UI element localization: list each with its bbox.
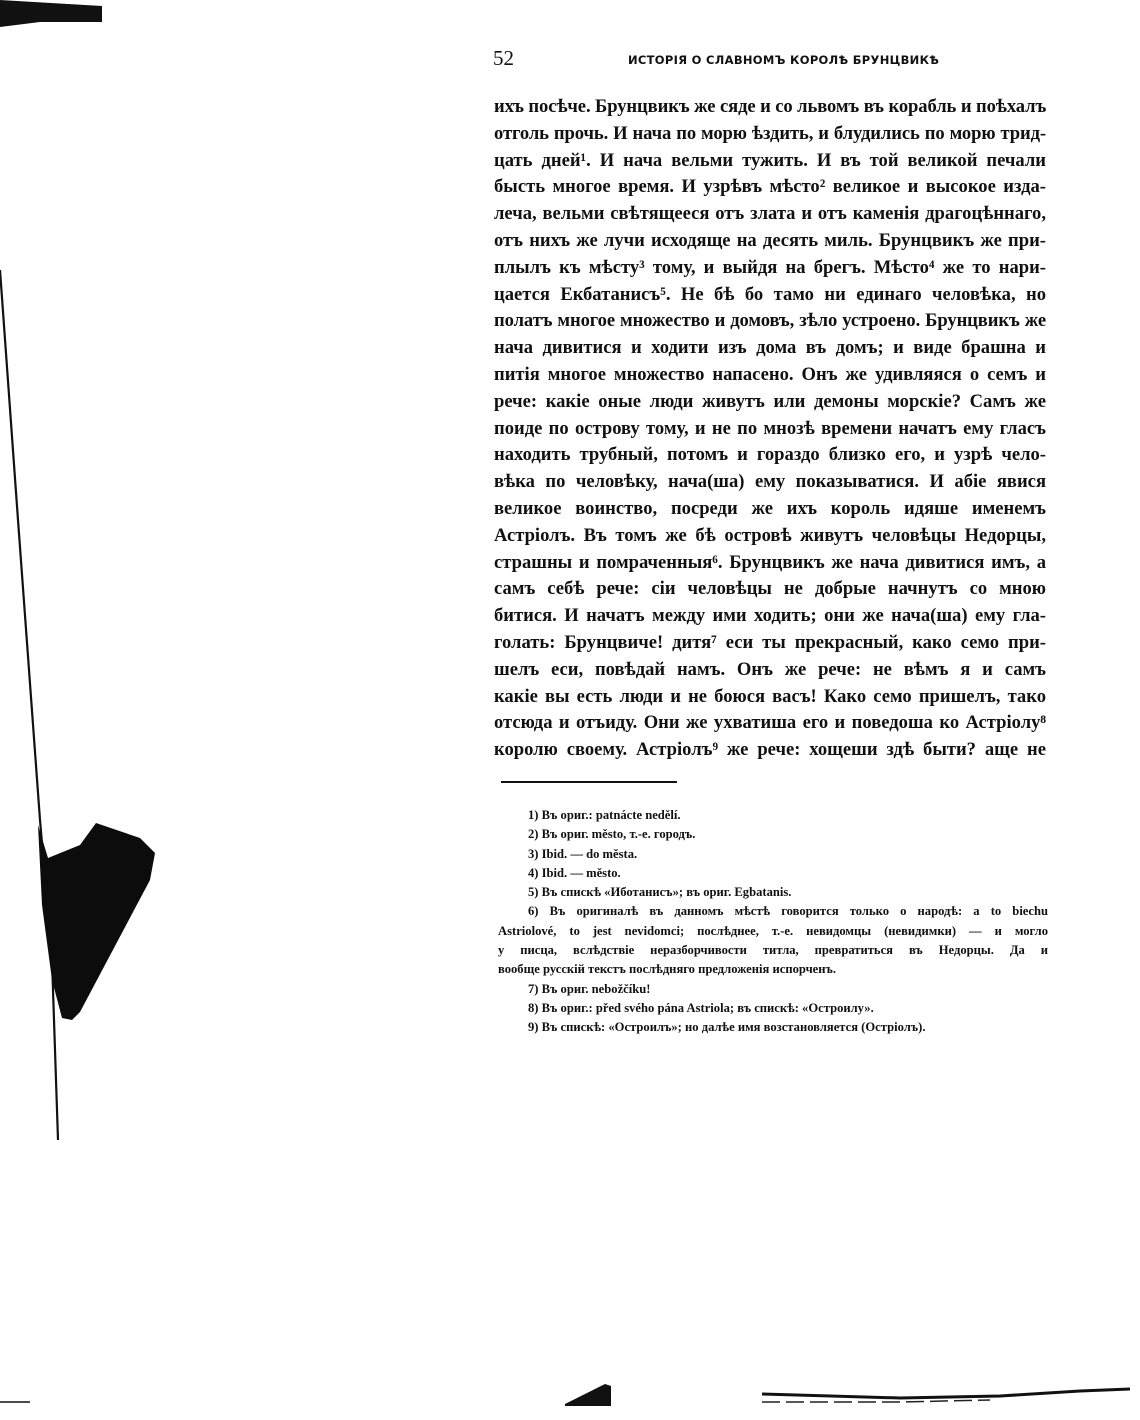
text-line: плылъ къ мѣсту³ тому, и выйдя на брегъ. Мѣсто⁴ же то нари- [494, 256, 1046, 278]
text-line: вѣка по человѣку, нача(ша) ему показыватися. И абіе явися [494, 471, 1046, 493]
text-line: шелъ еси, повѣдай намъ. Онъ же рече: не вѣмъ я и самъ [494, 658, 1046, 680]
text-line: леча, вельми свѣтящееся отъ злата и отъ каменія драгоцѣннаго, [494, 203, 1046, 225]
text-line: поиде по острову тому, и не по мнозѣ времени начатъ ему гласъ [494, 417, 1046, 439]
running-title: ИСТОРІЯ О СЛАВНОМЪ КОРОЛѢ БРУНЦВИКѢ [628, 53, 940, 67]
text-line: цать дней¹. И нача вельми тужить. И въ той великой печали [494, 149, 1046, 171]
footnote-9: 9) Въ спискѣ: «Остроилъ»; но далѣе имя возстановляется (Остріолъ). [528, 1020, 926, 1035]
footnote-5: 5) Въ спискѣ «Иботанисъ»; въ ориг. Egbatanis. [528, 885, 792, 900]
footnote-6-continuation: у писца, вслѣдствіе неразборчивости титла, превратиться въ Недорцы. Да и [498, 943, 1048, 958]
footnote-4: 4) Ibid. — město. [528, 865, 621, 880]
text-line: битися. И начатъ между ими ходить; они же нача(ша) ему гла- [494, 605, 1046, 627]
text-line: ихъ посѣче. Брунцвикъ же сяде и со львомъ въ корабль и поѣхалъ [494, 96, 1047, 117]
footnote-6: 6) Въ оригиналѣ въ данномъ мѣстѣ говорится только о народѣ: a to biechu [528, 904, 1048, 919]
bottom-center-mark [565, 1384, 611, 1406]
text-line: отголь прочь. И нача по морю ѣздить, и блудились по морю трид- [494, 122, 1046, 144]
text-line: рече: какіе оные люди живутъ или демоны морскіе? Самъ же [494, 390, 1046, 412]
text-line: отъ нихъ же лучи исходяще на десять миль. Брунцвикъ же при- [494, 229, 1046, 251]
left-margin-line [0, 270, 58, 1140]
text-line: полатъ многое множество и домовъ, зѣло устроено. Брунцвикъ же [494, 310, 1046, 332]
text-line: великое воинство, посреди же ихъ король идяше именемъ [494, 497, 1046, 519]
text-line: Астріолъ. Въ томъ же бѣ островѣ живутъ человѣцы Недорцы, [494, 524, 1046, 546]
left-black-tab [38, 823, 155, 1020]
bottom-right-dash-lower [762, 1400, 990, 1402]
footnote-separator [501, 781, 677, 783]
text-line: нача дивитися и ходити изъ дома въ домъ; и виде брашна и [494, 337, 1046, 359]
footnote-6-continuation: вообще русскій текстъ послѣдняго предложенія испорченъ. [498, 962, 837, 977]
footnote-1: 1) Въ ориг.: patnácte nedělí. [528, 808, 681, 822]
footnote-3: 3) Ibid. — do města. [528, 846, 638, 861]
text-line: бысть многое время. И узрѣвъ мѣсто² великое и высокое изда- [494, 176, 1046, 198]
text-line: отсюда и отъиду. Они же ухватиша его и поведоша ко Астріолу⁸ [494, 712, 1046, 734]
text-line: находить трубный, потомъ и гораздо близко его, и узрѣ чело- [494, 444, 1046, 466]
text-line: голать: Брунцвиче! дитя⁷ еси ты прекрасный, како семо при- [494, 631, 1046, 653]
footnote-6-continuation: Astriolové, to jest nevidomci; послѣднее, т.-е. невидомцы (невидимки) — и могло [498, 923, 1048, 938]
footnote-7: 7) Въ ориг. nebožčíku! [528, 981, 651, 996]
top-left-black-bar [0, 0, 102, 27]
footnote-8: 8) Въ ориг.: před svého pána Astriola; въ спискѣ: «Остроилу». [528, 1000, 874, 1015]
footnote-2: 2) Въ ориг. město, т.-е. городъ. [528, 827, 696, 842]
page-number: 52 [493, 46, 514, 70]
text-line: какіе вы есть люди и не боюся васъ! Како семо пришелъ, тако [494, 685, 1046, 707]
text-line: цается Екбатанисъ⁵. Не бѣ бо тамо ни единаго человѣка, но [494, 283, 1046, 305]
text-line: самъ себѣ рече: сіи человѣцы не добрые начнутъ со мною [494, 578, 1046, 600]
text-line: питія многое множество напасено. Онъ же удивляяся о семъ и [494, 363, 1046, 385]
main-text [494, 94, 1046, 764]
text-line: королю своему. Астріолъ⁹ же рече: хощеши здѣ быти? аще не [494, 739, 1046, 761]
footnotes [498, 806, 1048, 1038]
text-line: страшны и помраченныя⁶. Брунцвикъ же нача дивитися имъ, а [494, 551, 1046, 573]
bottom-right-dash [762, 1389, 1130, 1398]
